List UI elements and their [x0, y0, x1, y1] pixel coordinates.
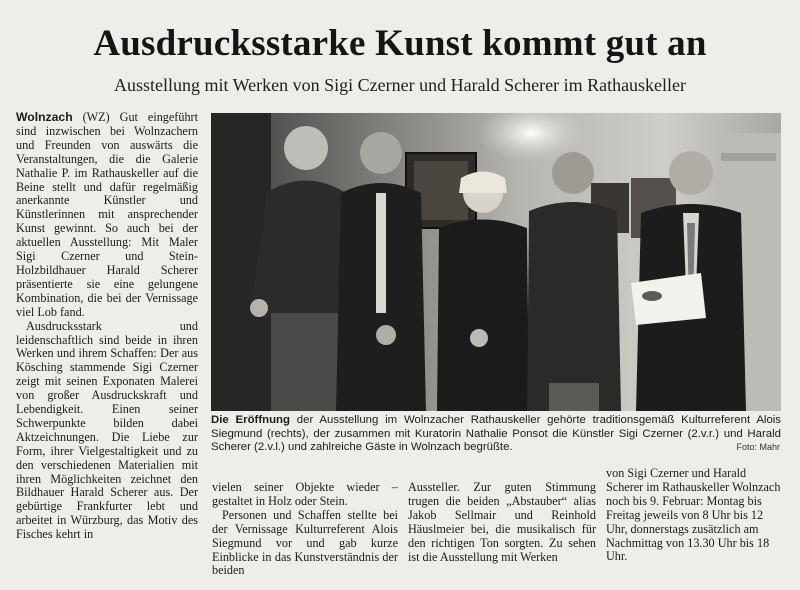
paragraph-1-text: (WZ) Gut eingeführt sind inzwischen bei Wolnzachern und Freunden von auswärts die Veranstaltungen, die die Galerie Nathalie P. im Rathauskeller auf die Beine stellt und dafür regelmäßig anerkannte Künstler und Künstlerinnen mit ansprechender Kunst gewinnt. So auch bei der aktuellen Ausstellung: Mit Maler Sigi Czerner und Stein-Holzbildhauer Harald Scherer präsentierte sie eine gelungene Kombination, die bei der Vernissage viel Lob fand.: [16, 111, 198, 319]
event-photo: [211, 113, 781, 411]
column-4: [606, 467, 786, 581]
column-2: [212, 481, 398, 581]
caption-lead: Die Eröffnung: [211, 414, 290, 426]
photo-illustration: [211, 113, 781, 411]
paragraph-5: Aussteller. Zur guten Stimmung trugen die beiden „Abstauber“ alias Jakob Sellmair und Reinhold Häuslmeier bei, die musikalisch für den richtigen Ton sorgten. Zu sehen ist die Ausstellung mit Werken: [408, 481, 596, 564]
caption-text: der Ausstellung im Wolnzacher Rathauskeller gehörte traditionsgemäß Kulturreferent Alois Siegmund (rechts), der zusammen mit Kuratorin Nathalie Ponsot die Künstler Sigi Czerner (2.v.r.) und Harald Scherer (2.v.l.) und zahlreiche Gäste in Wolnzach begrüßte.: [211, 414, 782, 454]
photo-caption: [211, 414, 781, 455]
dateline: Wolnzach: [16, 111, 73, 124]
column-1: [16, 111, 198, 581]
photo-credit: Foto: Mahr: [736, 442, 780, 452]
headline: Ausdrucksstarke Kunst kommt gut an: [93, 23, 707, 64]
paragraph-6: von Sigi Czerner und Harald Scherer im Rathauskeller Wolnzach noch bis 9. Februar: Montag bis Freitag jeweils von 8 Uhr bis 12 Uhr, donnerstags zusätzlich am Nachmittag von 13.30 Uhr bis 18 Uhr.: [606, 467, 781, 564]
paragraph-2: Ausdrucksstark und leidenschaftlich sind beide in ihren Werken und ihrem Schaffen: Der aus Kösching stammende Sigi Czerner zeigt mit seinen Exponaten Malerei von großer Ausdruckskraft und Lebendigkeit. Einen seiner Schwerpunkte bilden dabei Aktzeichnungen. Die Liebe zur Form, ihrer Vielgestaltigkeit und zu den verschiedenen Materialien mit ihren Möglichkeiten zeichnet den Bildhauer Harald Scherer aus. Der gebürtige Frankfurter lebt und arbeitet in Würzburg, das Motiv des Fisches kehrt in: [16, 318, 198, 542]
column-3: [408, 481, 596, 581]
paragraph-4: Personen und Schaffen stellte bei der Vernissage Kulturreferent Alois Siegmund vor und gab kurze Einblicke in das Kunstverständnis der beiden: [212, 507, 398, 578]
subheadline: Ausstellung mit Werken von Sigi Czerner und Harald Scherer im Rathauskeller: [113, 75, 687, 95]
paragraph-3: vielen seiner Objekte wieder – gestaltet in Holz oder Stein.: [212, 481, 398, 508]
paragraph-1: [16, 111, 198, 320]
